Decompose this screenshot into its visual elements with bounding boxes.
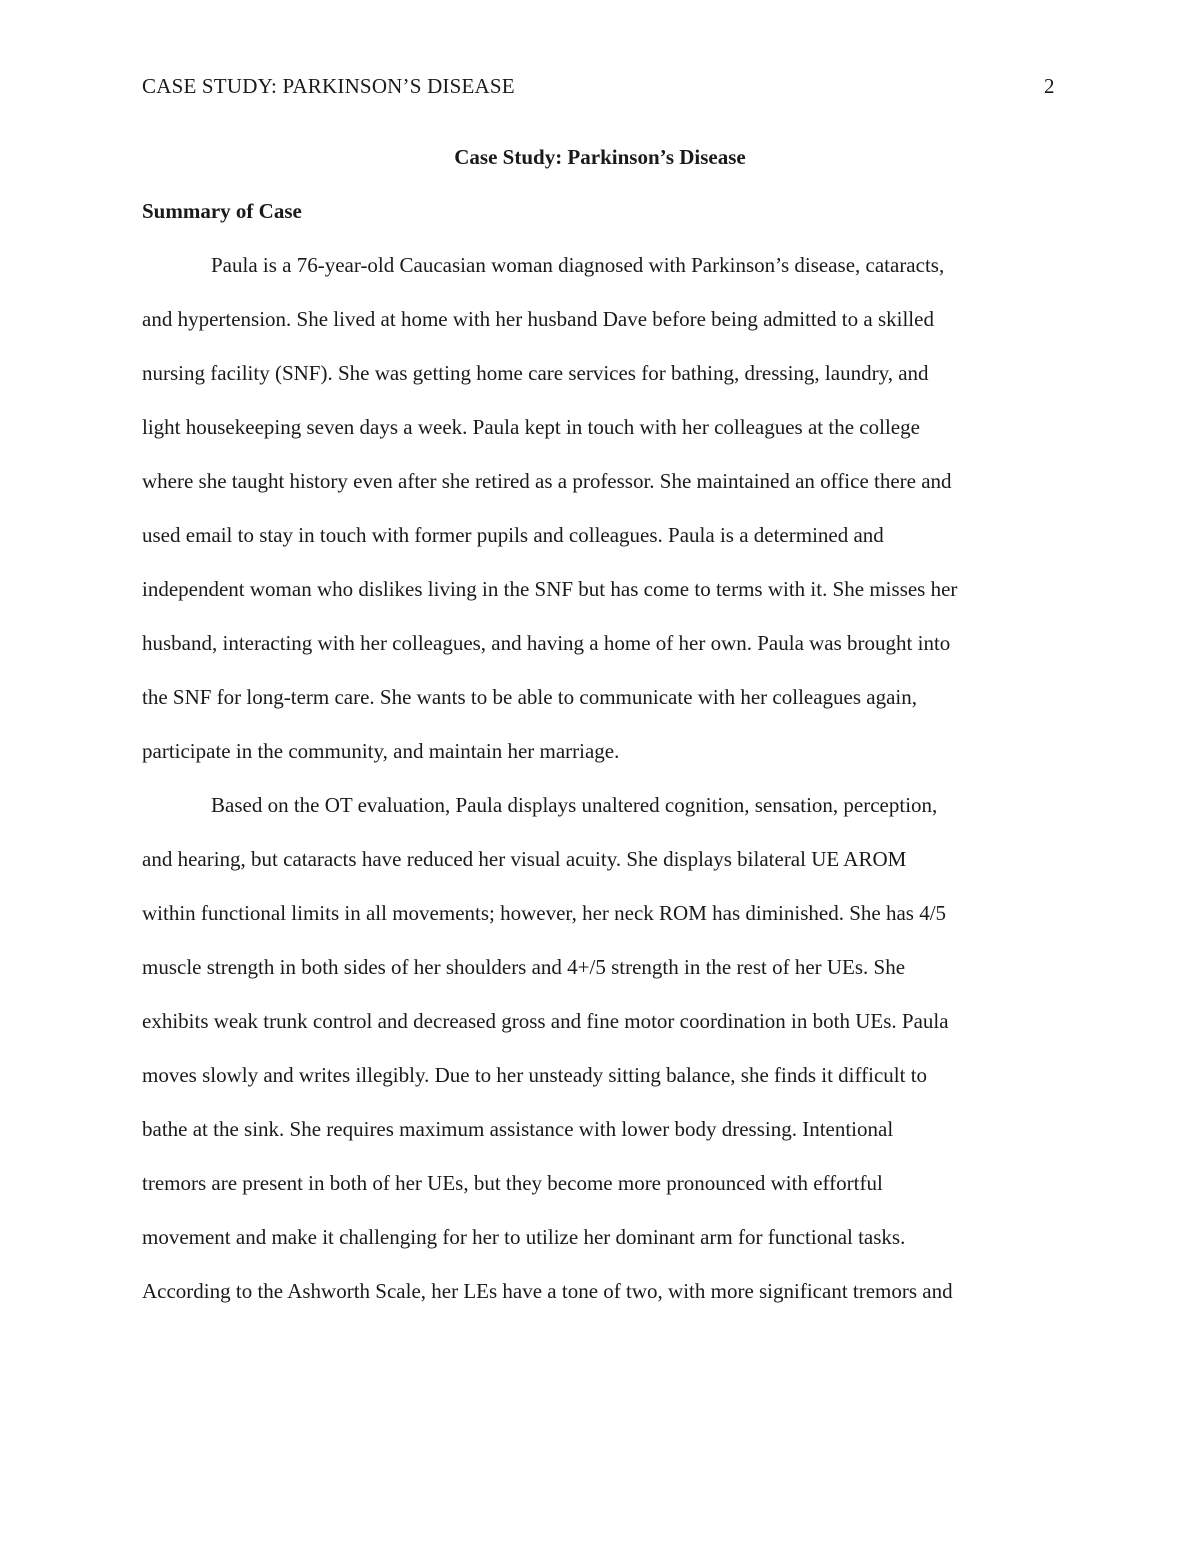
section-heading: Summary of Case: [142, 199, 302, 223]
paragraph-line: used email to stay in touch with former pupils and colleagues. Paula is a determined and: [142, 523, 884, 547]
paragraph-line: tremors are present in both of her UEs, but they become more pronounced with effortful: [142, 1171, 883, 1195]
paragraph-line: Paula is a 76-year-old Caucasian woman diagnosed with Parkinson’s disease, cataracts,: [211, 253, 945, 277]
paragraph-line: where she taught history even after she retired as a professor. She maintained an office there and: [142, 469, 952, 493]
paragraph-line: Based on the OT evaluation, Paula displays unaltered cognition, sensation, perception,: [211, 793, 938, 817]
paragraph-line: participate in the community, and maintain her marriage.: [142, 739, 620, 763]
paragraph-line: exhibits weak trunk control and decreased gross and fine motor coordination in both UEs. Paula: [142, 1009, 949, 1033]
paragraph-line: the SNF for long-term care. She wants to be able to communicate with her colleagues again,: [142, 685, 918, 709]
paragraph-line: within functional limits in all movements; however, her neck ROM has diminished. She has 4/5: [142, 901, 947, 925]
paragraph-line: light housekeeping seven days a week. Paula kept in touch with her colleagues at the college: [142, 415, 920, 439]
running-head: CASE STUDY: PARKINSON’S DISEASE: [142, 74, 515, 98]
paragraph-line: nursing facility (SNF). She was getting home care services for bathing, dressing, laundry, and: [142, 361, 929, 385]
paragraph-line: and hearing, but cataracts have reduced her visual acuity. She displays bilateral UE AROM: [142, 847, 907, 871]
paragraph-line: muscle strength in both sides of her shoulders and 4+/5 strength in the rest of her UEs. She: [142, 955, 906, 979]
paragraph-line: and hypertension. She lived at home with her husband Dave before being admitted to a skilled: [142, 307, 934, 331]
paragraph-line: husband, interacting with her colleagues, and having a home of her own. Paula was brought into: [142, 631, 951, 655]
paragraph-line: independent woman who dislikes living in the SNF but has come to terms with it. She misses her: [142, 577, 958, 601]
paragraph-line: According to the Ashworth Scale, her LEs have a tone of two, with more significant tremors and: [142, 1279, 953, 1303]
document-title: Case Study: Parkinson’s Disease: [454, 145, 746, 169]
paragraph-line: moves slowly and writes illegibly. Due to her unsteady sitting balance, she finds it difficult to: [142, 1063, 928, 1087]
paragraph-line: bathe at the sink. She requires maximum assistance with lower body dressing. Intentional: [142, 1117, 894, 1141]
paragraph-line: movement and make it challenging for her to utilize her dominant arm for functional tasks.: [142, 1225, 906, 1249]
page-number: 2: [1044, 74, 1055, 98]
